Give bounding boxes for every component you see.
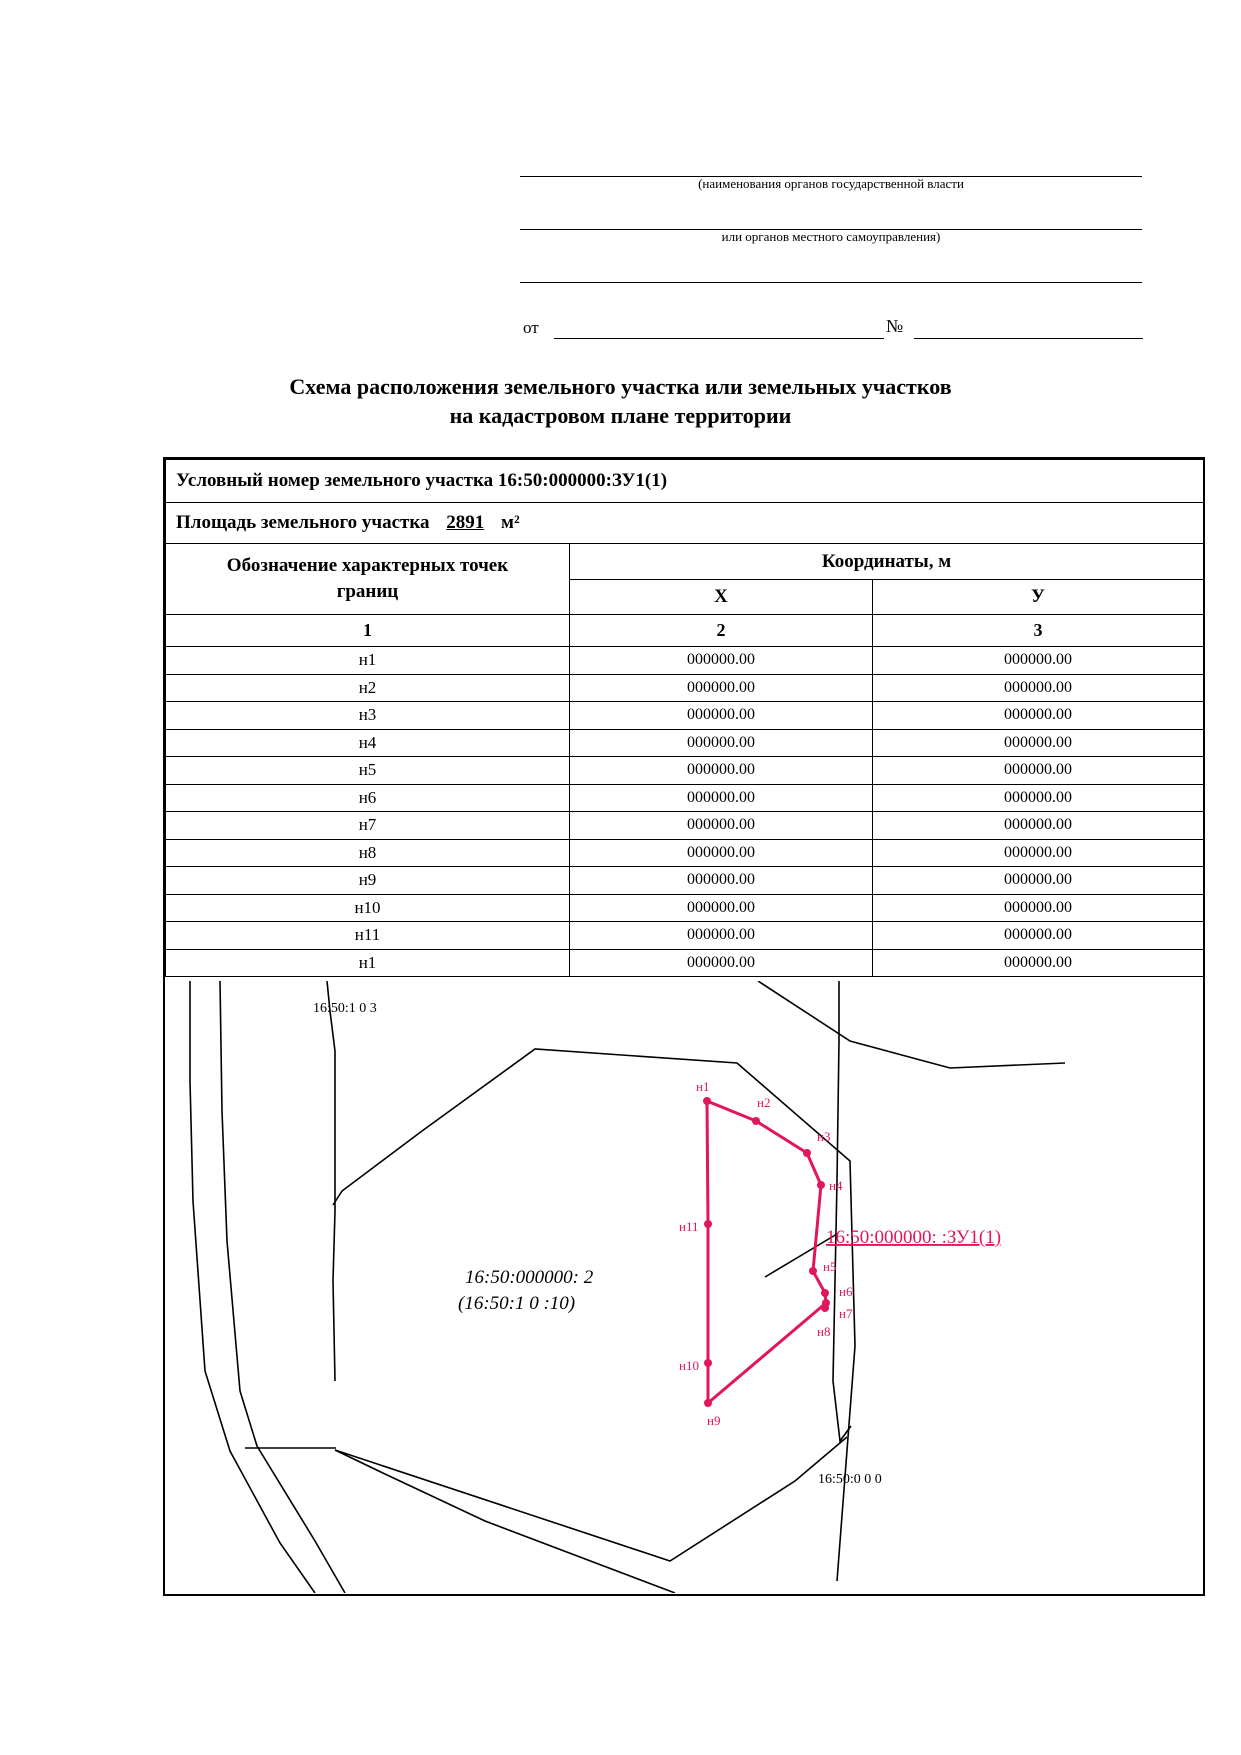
point-label-n7: н7 [839, 1306, 853, 1321]
x-coordinate: 000000.00 [570, 894, 873, 922]
document-title-line-2: на кадастровом плане территории [449, 403, 792, 428]
number-label: № [886, 316, 904, 336]
existing-parcel-label-1: 16:50:000000: 2 [465, 1267, 594, 1288]
table-row [166, 757, 1204, 785]
point-n10 [704, 1359, 712, 1367]
table-row [166, 674, 1204, 702]
point-n3 [803, 1149, 811, 1157]
y-coordinate: 000000.00 [873, 702, 1204, 730]
column-numbers-row [166, 615, 1204, 647]
point-label-n3: н3 [817, 1129, 831, 1144]
x-coordinate: 000000.00 [570, 867, 873, 895]
table-row [166, 894, 1204, 922]
x-header: X [570, 580, 873, 615]
y-coordinate: 000000.00 [873, 729, 1204, 757]
parcel-outline-existing [333, 1049, 855, 1581]
road-left-edge-2 [220, 981, 345, 1593]
y-coordinate: 000000.00 [873, 812, 1204, 840]
x-coordinate: 000000.00 [570, 729, 873, 757]
point-name: н1 [166, 647, 570, 675]
point-label-n6: н6 [839, 1284, 853, 1299]
column-number: 2 [570, 615, 873, 647]
x-coordinate: 000000.00 [570, 757, 873, 785]
x-coordinate: 000000.00 [570, 812, 873, 840]
x-coordinate: 000000.00 [570, 839, 873, 867]
document-title-line-1: Схема расположения земельного участка или земельных участков [289, 374, 952, 399]
point-n4 [817, 1181, 825, 1189]
new-parcel-boundary [679, 1079, 853, 1428]
quarter-label-bottom: 16:50:0 0 0 [818, 1472, 882, 1487]
point-designation-header: Обозначение характерных точек границ [166, 544, 570, 615]
parcel-area-cell [166, 503, 1204, 544]
y-coordinate: 000000.00 [873, 949, 1204, 977]
authority-caption-2: или органов местного самоуправления) [721, 229, 941, 244]
point-name: н4 [166, 729, 570, 757]
plan-texts [313, 1001, 1001, 1487]
x-coordinate: 000000.00 [570, 702, 873, 730]
coordinates-table [165, 459, 1204, 977]
boundary-points [703, 1097, 830, 1407]
point-label-n5: н5 [823, 1259, 837, 1274]
date-field-line [554, 338, 884, 339]
authority-line-3 [520, 282, 1142, 283]
y-coordinate: 000000.00 [873, 894, 1204, 922]
area-label: Площадь земельного участка [176, 512, 430, 533]
coordinates-header: Координаты, м [570, 544, 1204, 580]
quarter-label-top: 16:50:1 0 3 [313, 1001, 377, 1016]
x-coordinate: 000000.00 [570, 647, 873, 675]
point-name: н3 [166, 702, 570, 730]
y-coordinate: 000000.00 [873, 757, 1204, 785]
table-row [166, 647, 1204, 675]
new-parcel-label: 16:50:000000: :ЗУ1(1) [826, 1227, 1002, 1248]
from-number-row [523, 316, 1143, 340]
table-row [166, 784, 1204, 812]
table-row [166, 839, 1204, 867]
x-coordinate: 000000.00 [570, 922, 873, 950]
table-row [166, 867, 1204, 895]
point-label-n10: н10 [679, 1358, 699, 1373]
column-number: 3 [873, 615, 1204, 647]
point-n6 [821, 1289, 829, 1297]
y-coordinate: 000000.00 [873, 867, 1204, 895]
y-coordinate: 000000.00 [873, 647, 1204, 675]
boundary-point-labels [679, 1079, 853, 1428]
table-row [166, 922, 1204, 950]
parcel-outline-lower [335, 1450, 675, 1593]
parcel-number-cell: Условный номер земельного участка 16:50:000000:ЗУ1(1) [166, 460, 1204, 503]
point-name: н1 [166, 949, 570, 977]
point-label-n8: н8 [817, 1324, 831, 1339]
y-coordinate: 000000.00 [873, 784, 1204, 812]
point-name: н10 [166, 894, 570, 922]
area-value: 2891 [446, 512, 485, 533]
point-name: н6 [166, 784, 570, 812]
y-coordinate: 000000.00 [873, 922, 1204, 950]
point-name: н9 [166, 867, 570, 895]
document-title [150, 372, 1091, 430]
point-n2 [752, 1117, 760, 1125]
x-coordinate: 000000.00 [570, 784, 873, 812]
existing-parcel-label-2: (16:50:1 0 :10) [458, 1293, 576, 1314]
number-field-line [914, 338, 1143, 339]
point-name: н7 [166, 812, 570, 840]
point-label-n4: н4 [829, 1178, 843, 1193]
point-name: н8 [166, 839, 570, 867]
point-n11 [704, 1220, 712, 1228]
table-row [166, 702, 1204, 730]
point-label-n1: н1 [696, 1079, 710, 1094]
from-label: от [523, 318, 539, 337]
point-n5 [809, 1267, 817, 1275]
parcel-outline-bottom [335, 1450, 675, 1593]
table-row [166, 729, 1204, 757]
authority-caption-1: (наименования органов государственной власти [698, 176, 964, 191]
point-label-n2: н2 [757, 1095, 771, 1110]
road-right-edge [327, 981, 335, 1381]
column-number: 1 [166, 615, 570, 647]
x-coordinate: 000000.00 [570, 674, 873, 702]
area-unit: м² [501, 512, 520, 533]
table-row [166, 949, 1204, 977]
point-name: н2 [166, 674, 570, 702]
point-label-n9: н9 [707, 1413, 721, 1428]
y-coordinate: 000000.00 [873, 839, 1204, 867]
table-row [166, 812, 1204, 840]
point-n1 [703, 1097, 711, 1105]
quarter-boundary-vertical [833, 981, 851, 1441]
existing-boundaries [190, 981, 1065, 1593]
quarter-boundary-right [758, 981, 1065, 1068]
point-label-n11: н11 [679, 1219, 699, 1234]
point-name: н11 [166, 922, 570, 950]
cadastral-plan [165, 981, 1203, 1593]
road-left-edge-1 [190, 981, 315, 1593]
point-name: н5 [166, 757, 570, 785]
point-n9 [704, 1399, 712, 1407]
x-coordinate: 000000.00 [570, 949, 873, 977]
y-header: У [873, 580, 1204, 615]
point-n8 [821, 1304, 829, 1312]
y-coordinate: 000000.00 [873, 674, 1204, 702]
parcel-lower-edge [335, 1437, 847, 1561]
